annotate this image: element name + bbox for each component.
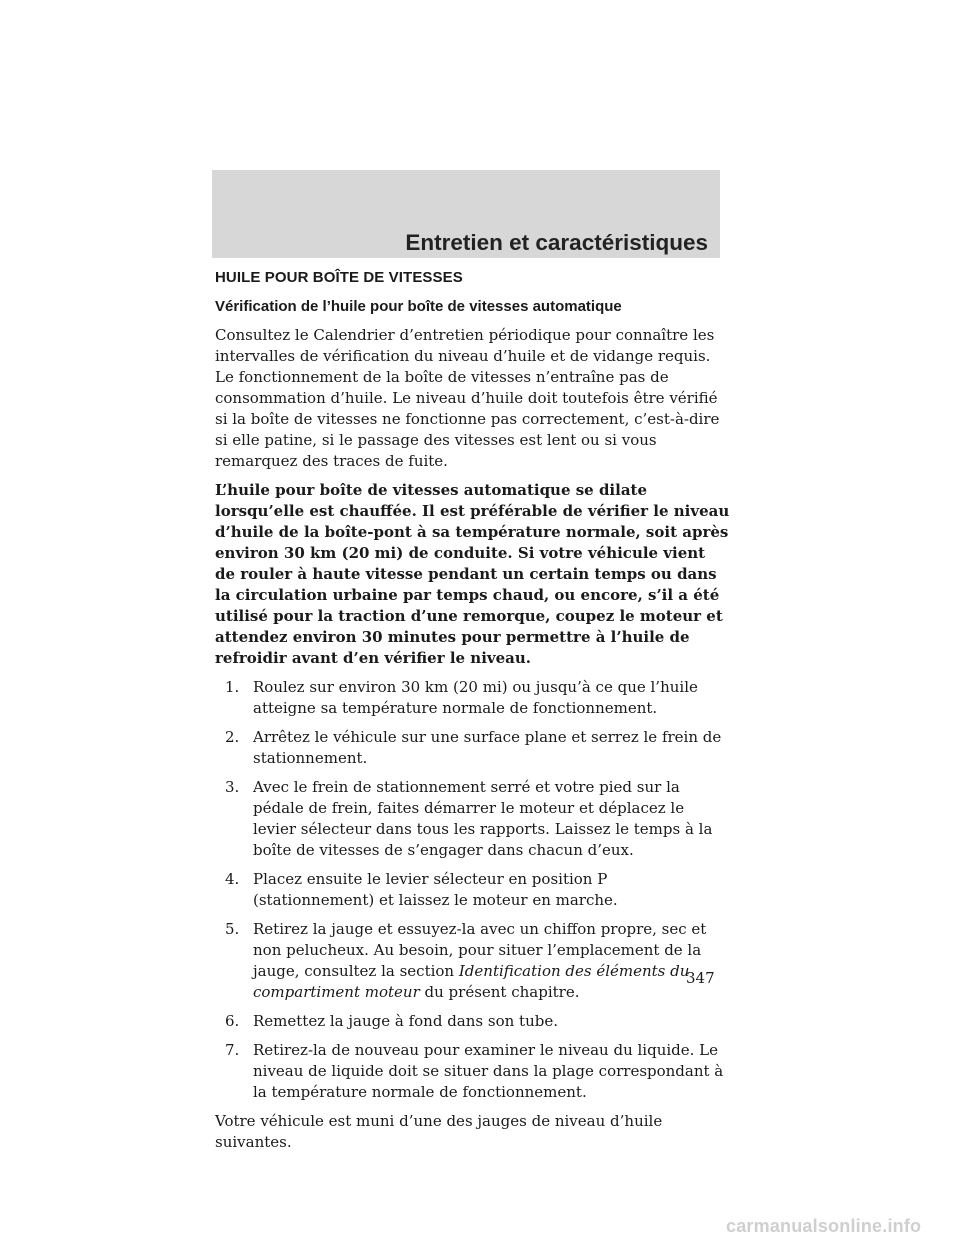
step-item (225, 1011, 730, 1032)
step-item (225, 777, 730, 861)
step-number: 1. (225, 678, 240, 696)
step-number: 5. (225, 920, 240, 938)
step-text: Avec le frein de stationnement serré et votre pied sur la pédale de frein, faites démarrer le moteur et déplacez le levier sélecteur dans tous les rapports. Laissez le temps à la boîte de vitesses de s’engager dans chacun d’eux. (253, 778, 713, 859)
chapter-header-band (212, 170, 720, 258)
section-reference: Identification des éléments du compartiment moteur (253, 962, 690, 1001)
sub-heading: Vérification de l’huile pour boîte de vitesses automatique (215, 298, 622, 315)
section-heading: HUILE POUR BOÎTE DE VITESSES (215, 269, 463, 286)
step-text: Remettez la jauge à fond dans son tube. (253, 1012, 558, 1030)
step-number: 3. (225, 778, 240, 796)
step-number: 2. (225, 728, 240, 746)
step-item (225, 727, 730, 769)
closing-paragraph: Votre véhicule est muni d’une des jauges de niveau d’huile suivantes. (215, 1112, 663, 1151)
step-text: Placez ensuite le levier sélecteur en position P (stationnement) et laissez le moteur en marche. (253, 870, 618, 909)
step-text: Retirez-la de nouveau pour examiner le niveau du liquide. Le niveau de liquide doit se situer dans la plage correspondant à la température normale de fonctionnement. (253, 1041, 724, 1101)
procedure-steps (215, 677, 730, 1103)
intro-paragraph: Consultez le Calendrier d’entretien périodique pour connaître les intervalles de vérification du niveau d’huile et de vidange requis. Le fonctionnement de la boîte de vitesses n’entraîne pas de consommation d’huile. Le niveau d’huile doit toutefois être vérifié si la boîte de vitesses ne fonctionne pas correctement, c’est-à-dire si elle patine, si le passage des vitesses est lent ou si vous remarquez des traces de fuite. (215, 326, 720, 470)
chapter-title: Entretien et caractéristiques (405, 230, 708, 255)
step-text-after: du présent chapitre. (419, 983, 580, 1001)
page-content (215, 267, 730, 1161)
step-number: 6. (225, 1012, 240, 1030)
step-item (225, 919, 730, 1003)
step-text: Roulez sur environ 30 km (20 mi) ou jusqu’à ce que l’huile atteigne sa température normale de fonctionnement. (253, 678, 698, 717)
step-text: Arrêtez le véhicule sur une surface plane et serrez le frein de stationnement. (253, 728, 722, 767)
warning-paragraph: L’huile pour boîte de vitesses automatique se dilate lorsqu’elle est chauffée. Il est préférable de vérifier le niveau d’huile de la boîte-pont à sa température normale, soit après environ 30 km (20 mi) de conduite. Si votre véhicule vient de rouler à haute vitesse pendant un certain temps ou dans la circulation urbaine par temps chaud, ou encore, s’il a été utilisé pour la traction d’une remorque, coupez le moteur et attendez environ 30 minutes pour permettre à l’huile de refroidir avant d’en vérifier le niveau. (215, 481, 730, 667)
step-number: 7. (225, 1041, 240, 1059)
site-watermark: carmanualsonline.info (726, 1216, 922, 1236)
step-item (225, 1040, 730, 1103)
step-text-before: Retirez la jauge et essuyez-la avec un chiffon propre, sec et non pelucheux. Au besoin, pour situer l’emplacement de la jauge, consultez la section (253, 920, 707, 980)
step-item (225, 677, 730, 719)
page-number: 347 (686, 969, 715, 987)
step-number: 4. (225, 870, 240, 888)
step-item (225, 869, 730, 911)
